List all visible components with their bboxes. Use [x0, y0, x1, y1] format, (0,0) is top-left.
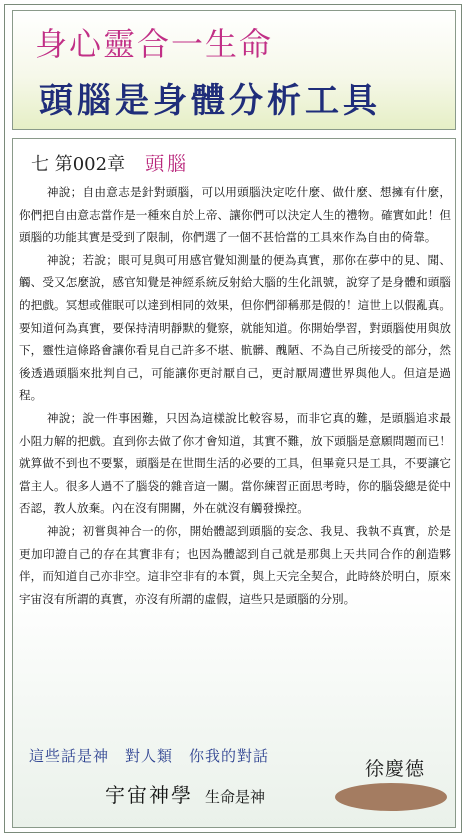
article-panel	[12, 138, 456, 828]
paragraph: 神說；說一件事困難，只因為這樣說比較容易，而非它真的難，是頭腦追求最小阻力解的把戲。直到你去做了你才會知道，其實不難，放下頭腦是意願問題而已！就算做不到也不要緊，頭腦是在世間生活的必要的工具，但畢竟只是工具，不要讓它當主人。很多人過不了腦袋的雜音這一關。當你練習正面思考時，你的腦袋總是從中否認，教人放棄。內在沒有開關，外在就沒有觸發操控。	[19, 410, 451, 516]
footer-life-label: 生命是神	[205, 788, 266, 806]
footer-theology-label: 宇宙神學	[105, 783, 193, 807]
footer-signature-line	[105, 779, 265, 808]
paragraph: 神說；初嘗與神合一的你，開始體認到頭腦的妄念、我見、我執不真實，於是更加印證自己的存在其實非有；也因為體認到自己就是那與上天共同合作的創造夥伴，而知道自己亦非空。這非空非有的本質，與上天完全契合，此時終於明白，原來宇宙沒有所謂的真實，亦沒有所謂的虛假，這些只是頭腦的分別。	[19, 523, 451, 606]
series-title: 身心靈合一生命	[35, 25, 274, 63]
author-oval-decoration	[335, 783, 447, 811]
author-name: 徐慶德	[365, 758, 426, 780]
page-title: 頭腦是身體分析工具	[39, 81, 381, 121]
chapter-title: 頭腦	[145, 153, 190, 175]
article-text	[19, 181, 451, 610]
chapter-number: 七 第002章	[31, 154, 126, 175]
chapter-heading	[31, 149, 189, 175]
paragraph: 神說；自由意志是針對頭腦，可以用頭腦決定吃什麼、做什麼、想擁有什麼，你們把自由意志當作是一種來自於上帝、讓你們可以決定人生的禮物。確實如此！但頭腦的功能其實是受到了限制，你們選了一個不甚恰當的工具來作為自由的倚靠。	[19, 185, 451, 245]
footer-dialogue-line: 這些話是神 對人類 你我的對話	[29, 747, 270, 765]
header-banner	[12, 10, 456, 130]
paragraph: 神說；若說；眼可見與可用感官覺知測量的便為真實，那你在夢中的見、聞、觸、受又怎麼說，感官知覺是神經系統反射給大腦的生化訊號，說穿了是身體和頭腦的把戲。冥想或催眠可以達到相同的效果，但你們卻稱那是假的！這世上以假亂真。要知道何為真實，要保持清明靜默的覺察，就能知道。你開始學習，對頭腦使用與放下，靈性這條路會讓你看見自己許多不堪、骯髒、醜陋、不為自己所接受的部分，然後透過頭腦來批判自己，可能讓你更討厭自己，更討厭周遭世界與他人。但這是過程。	[19, 252, 451, 403]
